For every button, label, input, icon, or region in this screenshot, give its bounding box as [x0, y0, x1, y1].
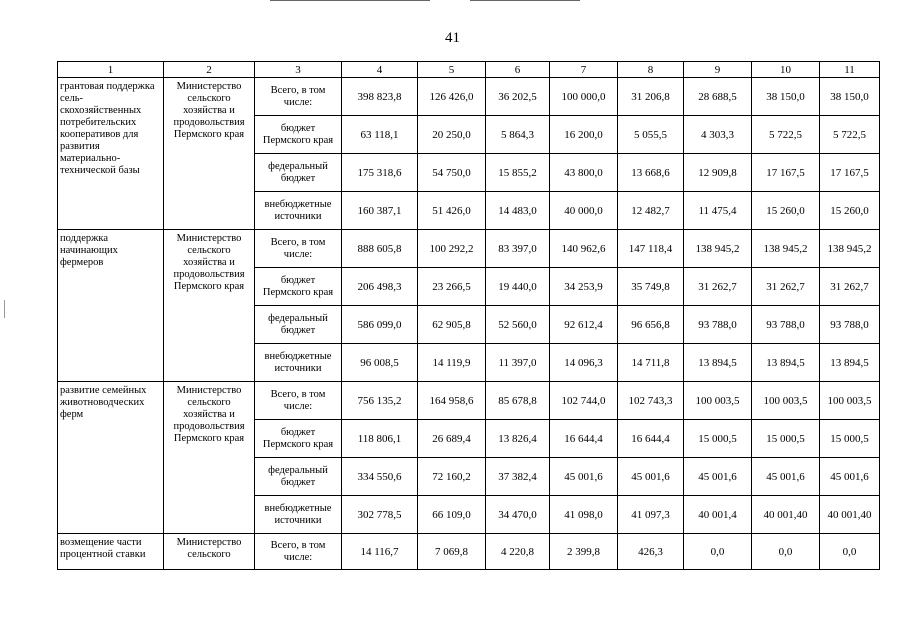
value-cell: 62 905,8 — [418, 306, 486, 344]
value-cell: 34 470,0 — [486, 496, 550, 534]
value-cell: 147 118,4 — [618, 230, 684, 268]
value-cell: 164 958,6 — [418, 382, 486, 420]
value-cell: 93 788,0 — [752, 306, 820, 344]
value-cell: 160 387,1 — [342, 192, 418, 230]
value-cell: 45 001,6 — [684, 458, 752, 496]
value-cell: 45 001,6 — [820, 458, 880, 496]
value-cell: 31 262,7 — [684, 268, 752, 306]
value-cell: 31 262,7 — [752, 268, 820, 306]
value-cell: 96 656,8 — [618, 306, 684, 344]
value-cell: 16 644,4 — [618, 420, 684, 458]
table-row — [58, 78, 880, 116]
value-cell: 38 150,0 — [820, 78, 880, 116]
value-cell: 100 003,5 — [752, 382, 820, 420]
value-cell: 93 788,0 — [820, 306, 880, 344]
value-cell: 15 000,5 — [820, 420, 880, 458]
ministry-cell: Министерство сельского хозяйства и продовольствия Пермского края — [164, 78, 255, 230]
value-cell: 138 945,2 — [752, 230, 820, 268]
value-cell: 0,0 — [752, 534, 820, 570]
value-cell: 13 894,5 — [684, 344, 752, 382]
value-cell: 4 303,3 — [684, 116, 752, 154]
value-cell: 12 482,7 — [618, 192, 684, 230]
value-cell: 16 200,0 — [550, 116, 618, 154]
value-cell: 38 150,0 — [752, 78, 820, 116]
table-row — [58, 534, 880, 570]
value-cell: 586 099,0 — [342, 306, 418, 344]
source-label: федеральный бюджет — [255, 458, 342, 496]
value-cell: 41 098,0 — [550, 496, 618, 534]
measure-name: грантовая поддержка сель-скохозяйственных потребительских кооперативов для развития материально-технической базы — [58, 78, 164, 230]
value-cell: 40 000,0 — [550, 192, 618, 230]
value-cell: 138 945,2 — [684, 230, 752, 268]
value-cell: 888 605,8 — [342, 230, 418, 268]
value-cell: 93 788,0 — [684, 306, 752, 344]
value-cell: 83 397,0 — [486, 230, 550, 268]
value-cell: 13 668,6 — [618, 154, 684, 192]
measure-name: поддержка начинающих фермеров — [58, 230, 164, 382]
column-header: 6 — [486, 62, 550, 78]
scan-edge-mark — [4, 300, 5, 318]
source-label: внебюджетные источники — [255, 192, 342, 230]
budget-table — [57, 61, 880, 570]
value-cell: 0,0 — [820, 534, 880, 570]
value-cell: 17 167,5 — [752, 154, 820, 192]
source-label: федеральный бюджет — [255, 306, 342, 344]
value-cell: 100 000,0 — [550, 78, 618, 116]
source-label: Всего, в том числе: — [255, 534, 342, 570]
value-cell: 14 119,9 — [418, 344, 486, 382]
measure-name: развитие семейных животноводческих ферм — [58, 382, 164, 534]
value-cell: 34 253,9 — [550, 268, 618, 306]
value-cell: 5 055,5 — [618, 116, 684, 154]
value-cell: 14 116,7 — [342, 534, 418, 570]
value-cell: 31 206,8 — [618, 78, 684, 116]
value-cell: 23 266,5 — [418, 268, 486, 306]
column-header: 4 — [342, 62, 418, 78]
value-cell: 63 118,1 — [342, 116, 418, 154]
value-cell: 13 826,4 — [486, 420, 550, 458]
value-cell: 15 260,0 — [820, 192, 880, 230]
value-cell: 5 722,5 — [752, 116, 820, 154]
value-cell: 96 008,5 — [342, 344, 418, 382]
value-cell: 45 001,6 — [752, 458, 820, 496]
value-cell: 206 498,3 — [342, 268, 418, 306]
source-label: Всего, в том числе: — [255, 382, 342, 420]
table-row — [58, 382, 880, 420]
value-cell: 756 135,2 — [342, 382, 418, 420]
value-cell: 102 744,0 — [550, 382, 618, 420]
ministry-cell: Министерство сельского хозяйства и продовольствия Пермского края — [164, 230, 255, 382]
column-header: 1 — [58, 62, 164, 78]
value-cell: 15 260,0 — [752, 192, 820, 230]
value-cell: 100 003,5 — [684, 382, 752, 420]
value-cell: 31 262,7 — [820, 268, 880, 306]
value-cell: 16 644,4 — [550, 420, 618, 458]
column-header: 7 — [550, 62, 618, 78]
source-label: Всего, в том числе: — [255, 78, 342, 116]
value-cell: 66 109,0 — [418, 496, 486, 534]
top-edge-line — [470, 0, 580, 1]
value-cell: 40 001,4 — [684, 496, 752, 534]
value-cell: 40 001,40 — [820, 496, 880, 534]
value-cell: 45 001,6 — [618, 458, 684, 496]
source-label: бюджет Пермского края — [255, 116, 342, 154]
value-cell: 19 440,0 — [486, 268, 550, 306]
value-cell: 14 711,8 — [618, 344, 684, 382]
value-cell: 126 426,0 — [418, 78, 486, 116]
value-cell: 36 202,5 — [486, 78, 550, 116]
column-header: 9 — [684, 62, 752, 78]
source-label: Всего, в том числе: — [255, 230, 342, 268]
source-label: бюджет Пермского края — [255, 420, 342, 458]
value-cell: 20 250,0 — [418, 116, 486, 154]
value-cell: 54 750,0 — [418, 154, 486, 192]
value-cell: 4 220,8 — [486, 534, 550, 570]
value-cell: 45 001,6 — [550, 458, 618, 496]
value-cell: 35 749,8 — [618, 268, 684, 306]
column-header: 3 — [255, 62, 342, 78]
column-header: 8 — [618, 62, 684, 78]
value-cell: 11 475,4 — [684, 192, 752, 230]
value-cell: 14 483,0 — [486, 192, 550, 230]
ministry-cell: Министерство сельского — [164, 534, 255, 570]
value-cell: 334 550,6 — [342, 458, 418, 496]
value-cell: 28 688,5 — [684, 78, 752, 116]
value-cell: 92 612,4 — [550, 306, 618, 344]
value-cell: 37 382,4 — [486, 458, 550, 496]
value-cell: 7 069,8 — [418, 534, 486, 570]
value-cell: 51 426,0 — [418, 192, 486, 230]
value-cell: 85 678,8 — [486, 382, 550, 420]
value-cell: 426,3 — [618, 534, 684, 570]
column-header: 2 — [164, 62, 255, 78]
value-cell: 40 001,40 — [752, 496, 820, 534]
value-cell: 5 864,3 — [486, 116, 550, 154]
value-cell: 15 000,5 — [752, 420, 820, 458]
column-header: 10 — [752, 62, 820, 78]
value-cell: 102 743,3 — [618, 382, 684, 420]
value-cell: 118 806,1 — [342, 420, 418, 458]
value-cell: 12 909,8 — [684, 154, 752, 192]
value-cell: 13 894,5 — [820, 344, 880, 382]
source-label: внебюджетные источники — [255, 344, 342, 382]
ministry-cell: Министерство сельского хозяйства и продовольствия Пермского края — [164, 382, 255, 534]
value-cell: 5 722,5 — [820, 116, 880, 154]
table-row — [58, 230, 880, 268]
value-cell: 398 823,8 — [342, 78, 418, 116]
value-cell: 15 855,2 — [486, 154, 550, 192]
column-header: 5 — [418, 62, 486, 78]
value-cell: 2 399,8 — [550, 534, 618, 570]
value-cell: 100 003,5 — [820, 382, 880, 420]
source-label: федеральный бюджет — [255, 154, 342, 192]
measure-name: возмещение части процентной ставки — [58, 534, 164, 570]
top-edge-line — [270, 0, 430, 1]
value-cell: 0,0 — [684, 534, 752, 570]
header-row — [58, 62, 880, 78]
value-cell: 100 292,2 — [418, 230, 486, 268]
value-cell: 175 318,6 — [342, 154, 418, 192]
value-cell: 52 560,0 — [486, 306, 550, 344]
value-cell: 26 689,4 — [418, 420, 486, 458]
value-cell: 72 160,2 — [418, 458, 486, 496]
value-cell: 13 894,5 — [752, 344, 820, 382]
value-cell: 14 096,3 — [550, 344, 618, 382]
value-cell: 17 167,5 — [820, 154, 880, 192]
value-cell: 138 945,2 — [820, 230, 880, 268]
value-cell: 11 397,0 — [486, 344, 550, 382]
value-cell: 41 097,3 — [618, 496, 684, 534]
page-number: 41 — [445, 30, 460, 46]
column-header: 11 — [820, 62, 880, 78]
source-label: внебюджетные источники — [255, 496, 342, 534]
value-cell: 15 000,5 — [684, 420, 752, 458]
value-cell: 43 800,0 — [550, 154, 618, 192]
value-cell: 140 962,6 — [550, 230, 618, 268]
source-label: бюджет Пермского края — [255, 268, 342, 306]
value-cell: 302 778,5 — [342, 496, 418, 534]
